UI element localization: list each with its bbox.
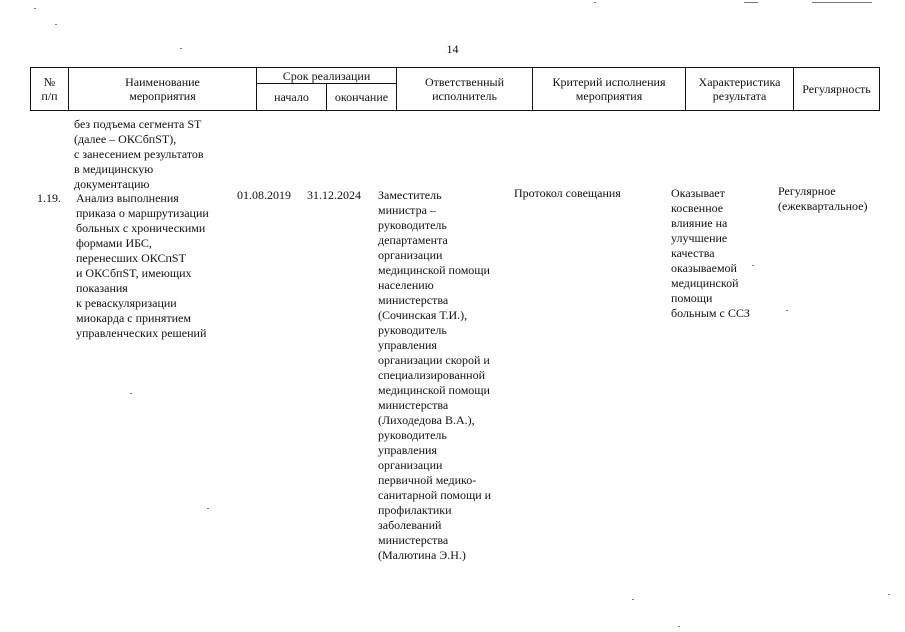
page-number: 14: [446, 42, 459, 56]
header-characteristic: Характеристика результата: [686, 68, 794, 111]
scan-speck: [812, 2, 872, 3]
scan-speck: [180, 48, 182, 49]
header-responsible: Ответственный исполнитель: [397, 68, 533, 111]
row-end-date: 31.12.2024: [307, 188, 361, 202]
table-header: [30, 67, 880, 111]
row-name: Анализ выполнения приказа о маршрутизации больных с хроническими формами ИБС, перенесших ОКСпST и ОКСбпST, имеющих показания к реваскуляризации миокарда с принятием управленческих решений: [76, 191, 209, 340]
scan-speck: [55, 24, 57, 25]
scan-speck: [632, 599, 634, 600]
scan-speck: [786, 310, 788, 311]
scan-speck: [678, 626, 680, 627]
row-number: 1.19.: [37, 191, 61, 205]
header-period: Срок реализации: [257, 68, 397, 84]
scan-speck: [888, 594, 890, 595]
header-regularity: Регулярность: [794, 68, 880, 111]
scan-speck: [34, 8, 36, 9]
header-criterion: Критерий исполнения мероприятия: [533, 68, 686, 111]
header-name: Наименование мероприятия: [69, 68, 257, 111]
scan-speck: [207, 508, 209, 509]
header-end: окончание: [327, 84, 397, 111]
header-number: № п/п: [31, 68, 69, 111]
scan-speck: [744, 2, 758, 3]
row-characteristic: Оказывает косвенное влияние на улучшение качества оказываемой медицинской помощи больным с ССЗ: [671, 186, 750, 320]
scan-speck: [752, 265, 754, 266]
row-criterion: Протокол совещания: [514, 186, 621, 200]
header-start: начало: [257, 84, 327, 111]
scan-speck: [130, 393, 132, 394]
row-responsible: Заместитель министра – руководитель департамента организации медицинской помощи населению министерства (Сочинская Т.И.), руководитель управления организации скорой и специализированной медицинской помощи министерства (Лиходедова В.А.), руководитель управления организации первичной медико- санитарной помощи и профилактики заболеваний министерства (Малютина Э.Н.): [378, 188, 492, 562]
continuation-text: без подъема сегмента ST (далее – ОКСбпST), с занесением результатов в медицинскую документацию: [74, 117, 204, 191]
scan-speck: [594, 2, 596, 3]
row-regularity: Регулярное (ежеквартальное): [778, 184, 868, 213]
row-start-date: 01.08.2019: [237, 188, 291, 202]
